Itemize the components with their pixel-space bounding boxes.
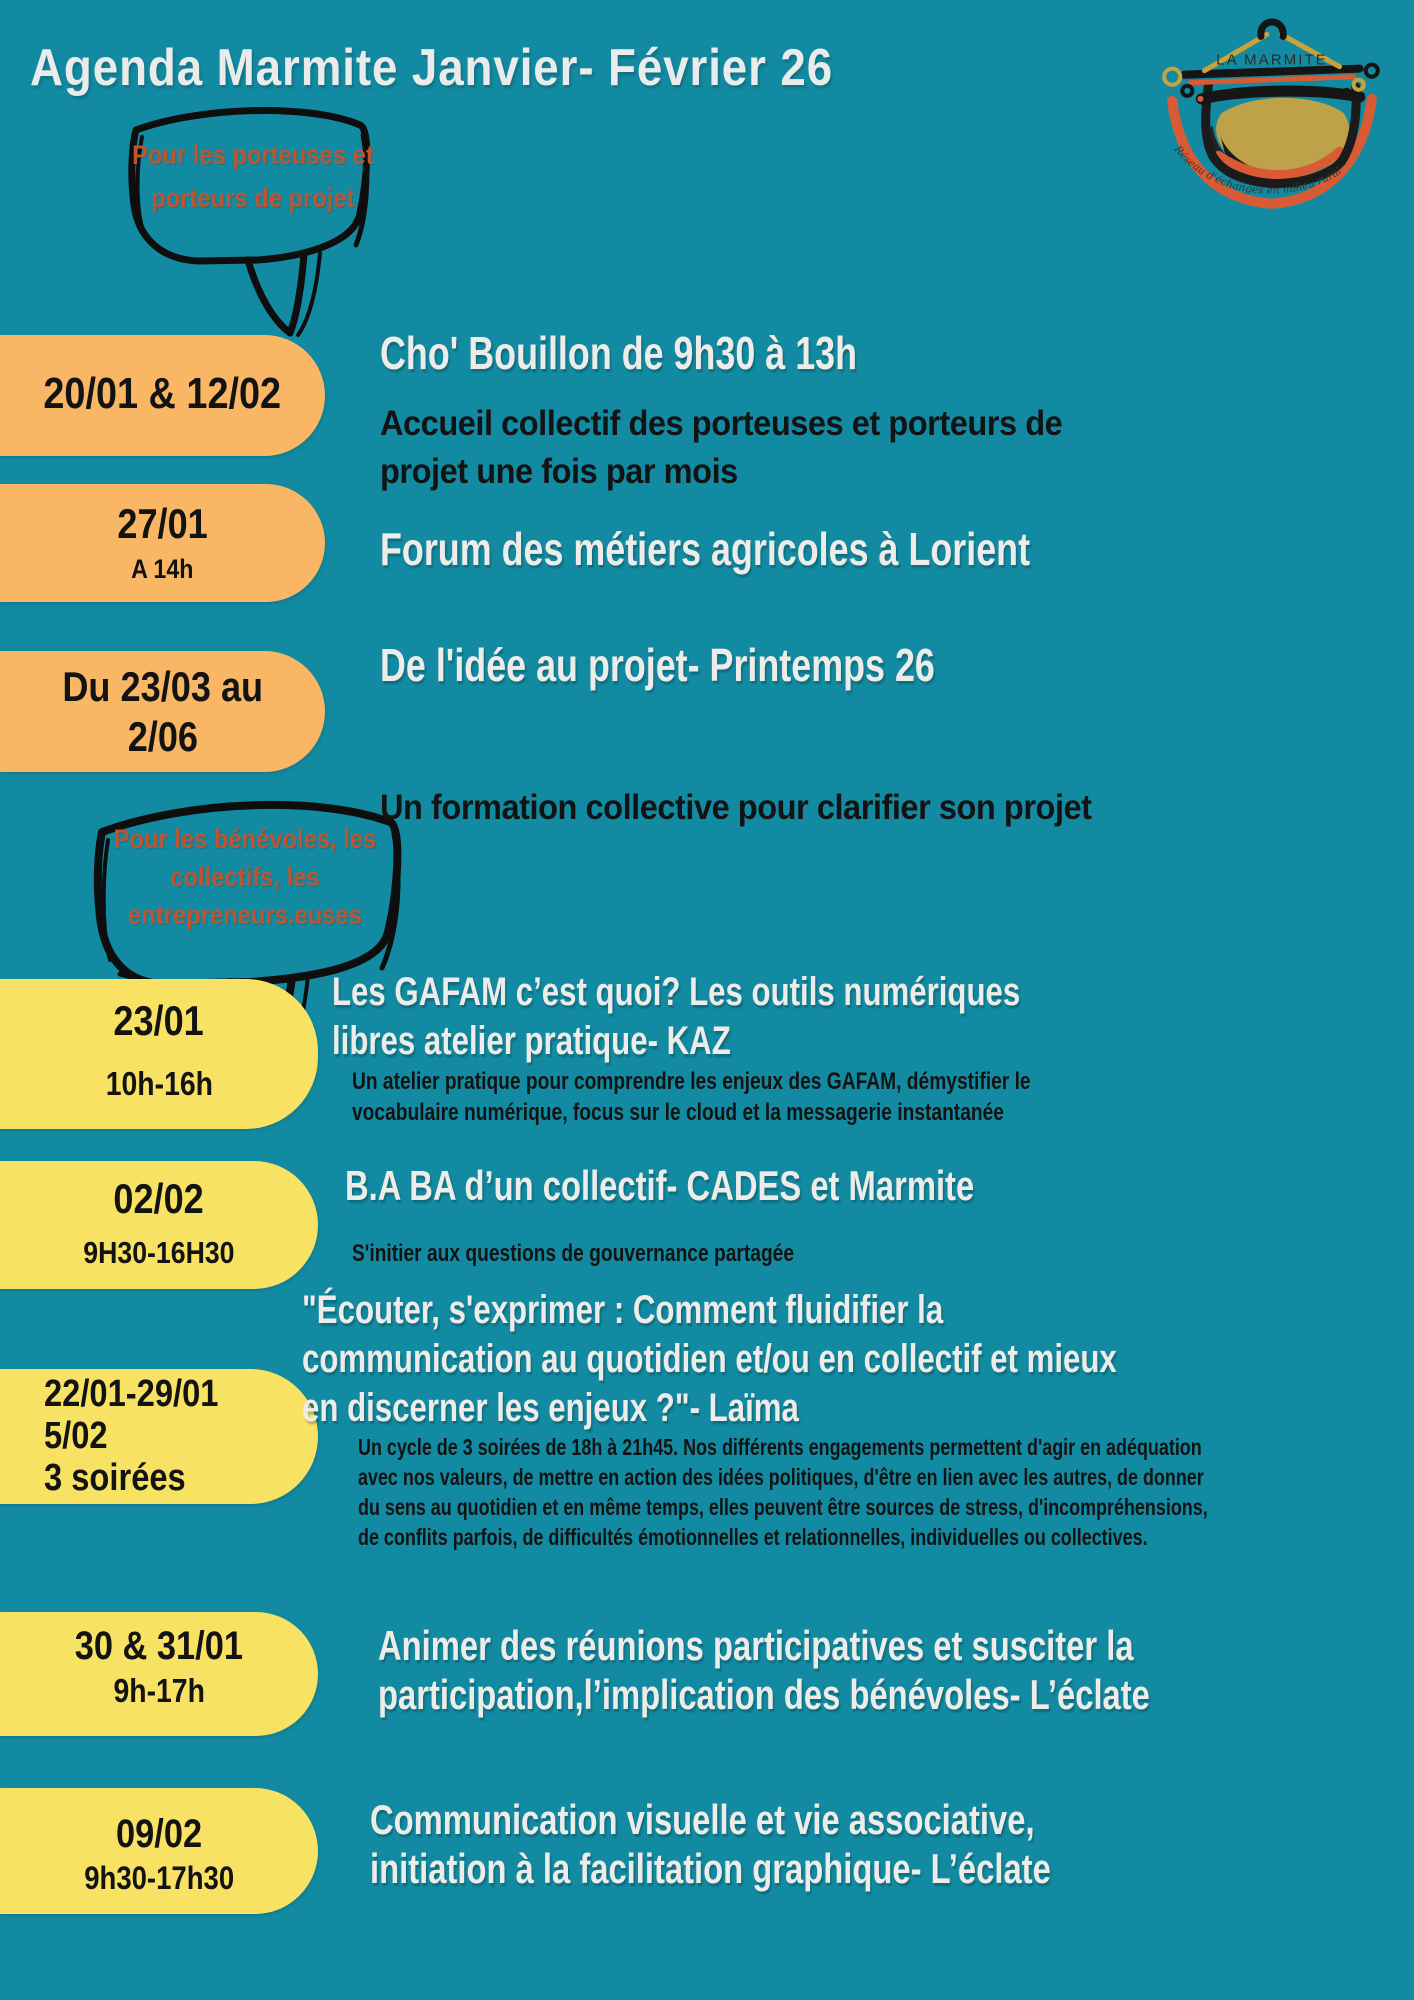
event-desc-line: Accueil collectif des porteuses et porteurs de bbox=[380, 404, 1063, 443]
time-label: 9H30-16H30 bbox=[83, 1235, 235, 1270]
logo-tagline: Réseau d'échanges en milieu rural bbox=[1171, 143, 1344, 197]
event-desc-line: avec nos valeurs, de mettre en action des idées politiques, d'être en lien avec les autres, de donner bbox=[358, 1464, 1204, 1490]
event-title-line: participation,l’implication des bénévoles- L’éclate bbox=[378, 1671, 1150, 1718]
event-title-line: en discerner les enjeux ?"- Laïma bbox=[302, 1386, 799, 1430]
date-label: 09/02 bbox=[115, 1812, 203, 1856]
date-label: 23/01 bbox=[113, 997, 205, 1044]
speech-bubble-icon bbox=[108, 95, 398, 340]
date-pill-animer bbox=[0, 1612, 318, 1736]
marmite-pot-icon bbox=[1146, 12, 1398, 214]
event-title: Cho' Bouillon de 9h30 à 13h bbox=[380, 327, 858, 379]
date-label: 22/01-29/01 bbox=[44, 1373, 219, 1415]
event-desc-line: S'initier aux questions de gouvernance partagée bbox=[352, 1240, 795, 1267]
event-desc-line: de conflits parfois, de difficultés émotionnelles et relationnelles, individuelles ou collectives. bbox=[358, 1524, 1148, 1550]
speech-bubble-porteurs bbox=[108, 95, 398, 340]
date-pill-forum bbox=[0, 484, 325, 602]
event-desc-line: du sens au quotidien et en même temps, elles peuvent être sources de stress, d'incompréhensions, bbox=[358, 1494, 1208, 1520]
event-title: Forum des métiers agricoles à Lorient bbox=[380, 523, 1031, 575]
la-marmite-logo bbox=[1146, 12, 1398, 214]
event-title-line: initiation à la facilitation graphique- L’éclate bbox=[370, 1845, 1051, 1892]
bubble-line: porteurs de projet bbox=[151, 183, 355, 213]
date-label: 3 soirées bbox=[44, 1457, 186, 1499]
time-label: 9h30-17h30 bbox=[84, 1860, 234, 1896]
time-label: A 14h bbox=[131, 554, 194, 584]
time-label: 10h-16h bbox=[105, 1065, 213, 1102]
logo-wordmark: LA MARMITE bbox=[1216, 51, 1328, 69]
date-label: Du 23/03 au bbox=[62, 663, 263, 710]
date-label: 27/01 bbox=[117, 500, 208, 547]
date-label: 02/02 bbox=[113, 1175, 205, 1222]
event-desc-line: projet une fois par mois bbox=[380, 452, 738, 491]
event-title-line: "Écouter, s'exprimer : Comment fluidifier la bbox=[302, 1288, 944, 1332]
event-title: B.A BA d’un collectif- CADES et Marmite bbox=[345, 1162, 975, 1209]
date-pill-gafam bbox=[0, 979, 318, 1129]
date-pill-ba-ba bbox=[0, 1161, 318, 1289]
bubble-line: collectifs, les bbox=[170, 862, 320, 892]
event-title-line: Animer des réunions participatives et susciter la bbox=[378, 1622, 1134, 1669]
date-label: 5/02 bbox=[44, 1415, 108, 1457]
event-desc-line: Un atelier pratique pour comprendre les enjeux des GAFAM, démystifier le bbox=[352, 1068, 1031, 1095]
event-title-line: libres atelier pratique- KAZ bbox=[332, 1019, 731, 1063]
event-title: De l'idée au projet- Printemps 26 bbox=[380, 639, 935, 691]
date-pill-ecouter bbox=[0, 1369, 318, 1504]
date-pill-communication bbox=[0, 1788, 318, 1914]
bubble-line: entrepreneurs.euses bbox=[128, 900, 362, 930]
date-label: 20/01 & 12/02 bbox=[43, 369, 282, 418]
time-label: 9h-17h bbox=[113, 1672, 205, 1709]
event-title-line: Les GAFAM c’est quoi? Les outils numériques bbox=[332, 970, 1021, 1014]
event-title-line: Communication visuelle et vie associative, bbox=[370, 1796, 1035, 1843]
bubble-line: Pour les porteuses et bbox=[132, 140, 374, 170]
date-label: 2/06 bbox=[127, 713, 198, 760]
page-title: Agenda Marmite Janvier- Février 26 bbox=[30, 39, 834, 97]
event-desc-line: Un formation collective pour clarifier son projet bbox=[380, 788, 1092, 827]
date-pill-idee-projet bbox=[0, 651, 325, 772]
date-label: 30 & 31/01 bbox=[74, 1624, 244, 1668]
event-desc-line: vocabulaire numérique, focus sur le cloud et la messagerie instantanée bbox=[352, 1099, 1004, 1126]
event-title-line: communication au quotidien et/ou en collectif et mieux bbox=[302, 1337, 1117, 1381]
date-pill-cho-bouillon bbox=[0, 335, 325, 456]
event-desc-line: Un cycle de 3 soirées de 18h à 21h45. Nos différents engagements permettent d'agir en adéquation bbox=[358, 1434, 1202, 1460]
bubble-line: Pour les bénévoles, les bbox=[113, 824, 377, 854]
